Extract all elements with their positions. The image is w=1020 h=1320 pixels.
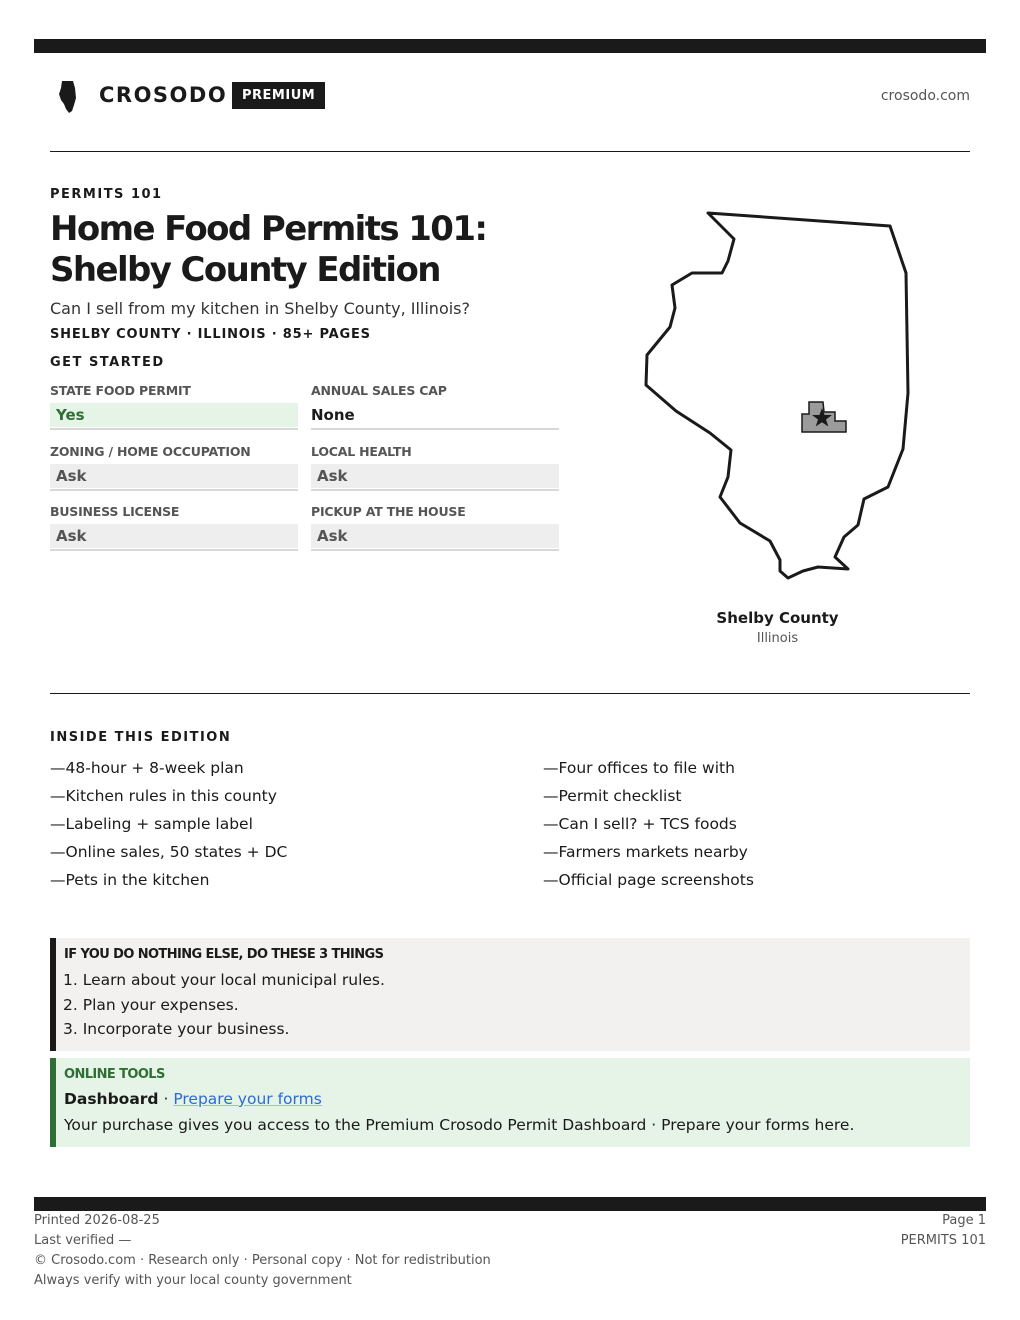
tools-dashboard-line xyxy=(64,1090,322,1108)
status-label: LOCAL HEALTH xyxy=(311,444,412,459)
status-cell-annual-sales-cap xyxy=(311,382,559,430)
map-state-caption: Illinois xyxy=(756,631,799,646)
status-underline xyxy=(311,549,559,551)
list-item: —Permit checklist xyxy=(543,787,682,805)
status-value: Ask xyxy=(50,464,298,488)
footer-section: PERMITS 101 xyxy=(900,1233,986,1248)
edition-meta: SHELBY COUNTY · ILLINOIS · 85+ PAGES xyxy=(50,327,371,342)
status-cell-business-license xyxy=(50,503,298,551)
tools-accent-bar xyxy=(50,1058,56,1147)
status-value: None xyxy=(311,406,355,424)
top-rule-bar xyxy=(34,39,986,53)
status-cell-state-food-permit xyxy=(50,382,298,430)
callout-heading: IF YOU DO NOTHING ELSE, DO THESE 3 THINGS xyxy=(64,947,384,962)
status-cell-local-health xyxy=(311,443,559,491)
online-tools-callout xyxy=(50,1058,970,1147)
get-started-heading: GET STARTED xyxy=(50,355,165,370)
brand-name: CROSODO xyxy=(99,83,228,107)
list-item: —Official page screenshots xyxy=(543,871,754,889)
page-subtitle: Can I sell from my kitchen in Shelby County, Illinois? xyxy=(50,299,470,318)
footer-right xyxy=(901,1211,986,1251)
status-label: PICKUP AT THE HOUSE xyxy=(311,504,466,519)
callout-steps xyxy=(63,969,385,1043)
premium-badge: PREMIUM xyxy=(232,82,325,109)
list-item: —Labeling + sample label xyxy=(50,815,253,833)
map-county-caption: Shelby County xyxy=(716,609,839,627)
illinois-logo-icon xyxy=(58,80,82,114)
section-divider xyxy=(50,693,970,694)
callout-step: 1. Learn about your local municipal rules. xyxy=(63,971,385,989)
status-value: Yes xyxy=(50,403,298,427)
section-eyebrow: PERMITS 101 xyxy=(50,187,163,202)
status-label: STATE FOOD PERMIT xyxy=(50,383,191,398)
edition-contents-right xyxy=(543,758,754,898)
status-value: Ask xyxy=(311,524,559,548)
list-item: —Four offices to file with xyxy=(543,759,735,777)
page-header xyxy=(50,80,970,114)
status-underline xyxy=(50,489,298,491)
dashboard-label: Dashboard xyxy=(64,1090,159,1108)
list-item: —48-hour + 8-week plan xyxy=(50,759,244,777)
illinois-state-map xyxy=(640,205,920,585)
status-underline xyxy=(311,428,559,430)
status-label: ANNUAL SALES CAP xyxy=(311,383,447,398)
callout-step: 3. Incorporate your business. xyxy=(63,1020,290,1038)
status-underline xyxy=(50,428,298,430)
status-underline xyxy=(50,549,298,551)
status-label: BUSINESS LICENSE xyxy=(50,504,180,519)
status-value: Ask xyxy=(311,464,559,488)
status-value: Ask xyxy=(50,524,298,548)
status-underline xyxy=(311,489,559,491)
list-item: —Pets in the kitchen xyxy=(50,871,210,889)
list-item: —Online sales, 50 states + DC xyxy=(50,843,288,861)
tools-description: Your purchase gives you access to the Premium Crosodo Permit Dashboard · Prepare your forms here. xyxy=(64,1116,855,1134)
list-item: —Kitchen rules in this county xyxy=(50,787,277,805)
footer-left xyxy=(34,1211,491,1291)
verify-note: Always verify with your local county government xyxy=(34,1273,352,1288)
page-number: Page 1 xyxy=(942,1213,986,1228)
status-cell-zoning xyxy=(50,443,298,491)
illinois-outline xyxy=(646,213,908,578)
three-things-callout xyxy=(50,938,970,1051)
page-title: Home Food Permits 101: Shelby County Edition xyxy=(50,209,487,290)
status-label: ZONING / HOME OCCUPATION xyxy=(50,444,251,459)
bottom-rule-bar xyxy=(34,1197,986,1211)
status-cell-pickup xyxy=(311,503,559,551)
edition-contents-left xyxy=(50,758,287,898)
separator: · xyxy=(158,1090,174,1108)
prepare-forms-link[interactable]: Prepare your forms xyxy=(173,1090,322,1108)
list-item: —Can I sell? + TCS foods xyxy=(543,815,737,833)
last-verified: Last verified — xyxy=(34,1233,132,1248)
header-divider xyxy=(50,151,970,152)
inside-edition-heading: INSIDE THIS EDITION xyxy=(50,730,232,745)
copyright-notice: © Crosodo.com · Research only · Personal copy · Not for redistribution xyxy=(34,1253,491,1268)
callout-step: 2. Plan your expenses. xyxy=(63,995,239,1014)
list-item: —Farmers markets nearby xyxy=(543,843,748,861)
tools-heading: ONLINE TOOLS xyxy=(64,1067,165,1082)
callout-accent-bar xyxy=(50,938,56,1051)
site-url[interactable]: crosodo.com xyxy=(880,88,970,104)
printed-date: Printed 2026-08-25 xyxy=(34,1213,160,1228)
